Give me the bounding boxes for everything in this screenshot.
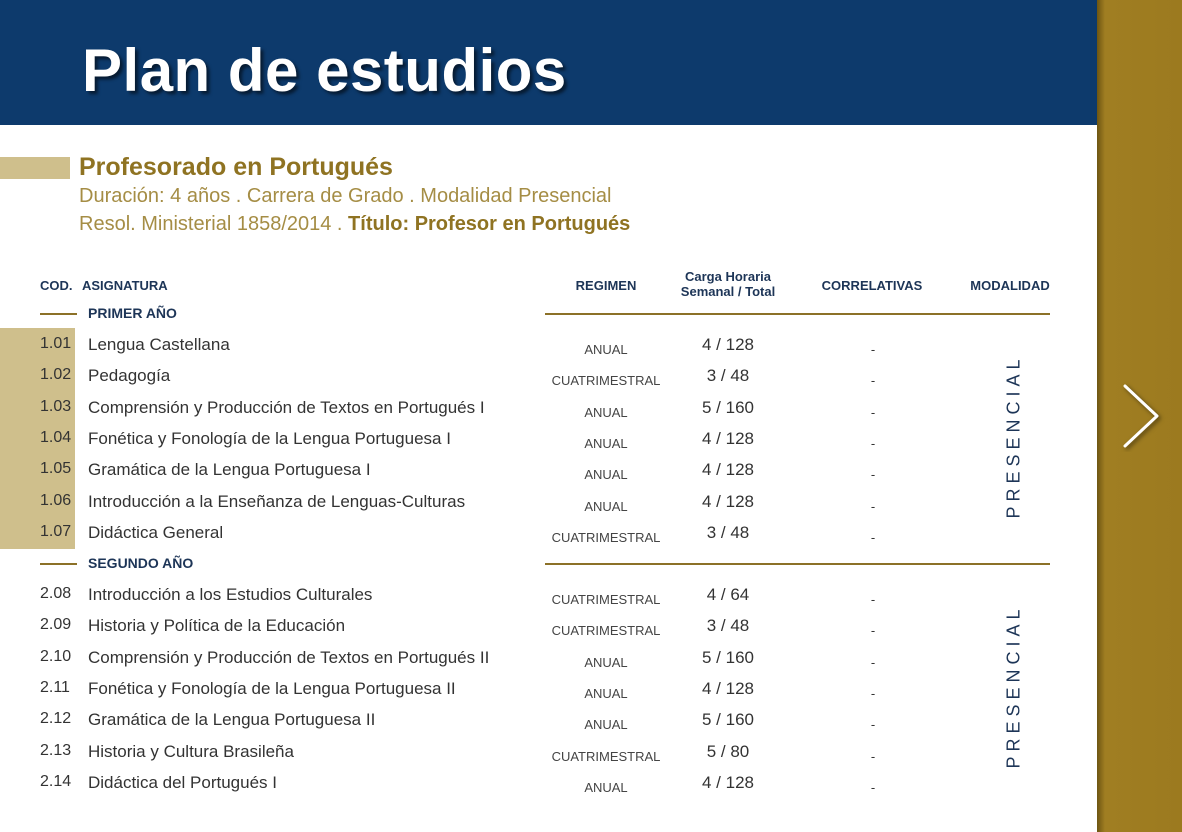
accent-bar bbox=[0, 157, 70, 179]
row-code: 2.13 bbox=[40, 741, 72, 759]
program-resolution-text: Resol. Ministerial 1858/2014 . bbox=[79, 213, 349, 235]
year-label: SEGUNDO AÑO bbox=[88, 555, 194, 571]
modality-label: PRESENCIAL bbox=[1003, 354, 1024, 519]
row-hours: 4 / 128 bbox=[702, 335, 754, 354]
header-regime: REGIMEN bbox=[575, 278, 637, 293]
row-hours: 4 / 128 bbox=[702, 491, 754, 511]
row-hours: 3 / 48 bbox=[706, 522, 750, 542]
row-regime: CUATRIMESTRAL bbox=[551, 529, 661, 545]
chevron-right-icon[interactable] bbox=[1119, 380, 1169, 452]
row-code: 1.03 bbox=[40, 397, 72, 415]
row-correlatives: - bbox=[870, 404, 876, 420]
row-correlatives: - bbox=[870, 717, 876, 733]
header-modality: MODALIDAD bbox=[970, 278, 1050, 293]
row-subject: Didáctica General bbox=[88, 522, 224, 542]
header-hours-line2: Semanal / Total bbox=[680, 284, 776, 299]
row-code: 1.01 bbox=[40, 335, 72, 352]
row-correlatives: - bbox=[870, 498, 876, 514]
row-correlatives: - bbox=[870, 654, 876, 670]
row-hours: 4 / 128 bbox=[702, 678, 754, 698]
row-regime: ANUAL bbox=[584, 498, 628, 514]
row-hours: 5 / 160 bbox=[702, 397, 754, 417]
row-correlatives: - bbox=[870, 623, 876, 639]
row-regime: ANUAL bbox=[584, 404, 628, 420]
row-hours: 3 / 48 bbox=[706, 616, 750, 636]
row-code: 2.08 bbox=[40, 585, 72, 602]
row-regime: CUATRIMESTRAL bbox=[551, 592, 661, 607]
row-code: 1.02 bbox=[40, 366, 72, 384]
row-hours: 5 / 80 bbox=[706, 741, 750, 761]
row-hours: 4 / 128 bbox=[702, 428, 754, 448]
year-dash bbox=[40, 563, 77, 565]
row-correlatives: - bbox=[870, 373, 876, 389]
row-correlatives: - bbox=[870, 779, 876, 795]
row-correlatives: - bbox=[870, 592, 876, 607]
row-subject: Historia y Cultura Brasileña bbox=[88, 741, 294, 761]
header-subject: ASIGNATURA bbox=[82, 278, 168, 293]
program-title: Profesorado en Portugués bbox=[79, 153, 393, 181]
row-subject: Introducción a los Estudios Culturales bbox=[88, 585, 373, 604]
row-subject: Didáctica del Portugués I bbox=[88, 772, 277, 792]
row-subject: Pedagogía bbox=[88, 366, 171, 386]
row-code: 1.05 bbox=[40, 460, 72, 478]
row-code: 1.04 bbox=[40, 428, 72, 446]
row-subject: Gramática de la Lengua Portuguesa II bbox=[88, 710, 376, 730]
row-subject: Comprensión y Producción de Textos en Portugués II bbox=[88, 647, 490, 667]
row-correlatives: - bbox=[870, 467, 876, 483]
row-regime: ANUAL bbox=[584, 467, 628, 483]
row-code: 2.10 bbox=[40, 647, 72, 665]
page-title: Plan de estudios bbox=[82, 37, 567, 104]
row-hours: 3 / 48 bbox=[706, 366, 750, 386]
row-subject: Gramática de la Lengua Portuguesa I bbox=[88, 460, 371, 480]
row-correlatives: - bbox=[870, 748, 876, 764]
row-subject: Fonética y Fonología de la Lengua Portuguesa II bbox=[88, 678, 456, 698]
row-code: 1.06 bbox=[40, 491, 72, 509]
modality-label: PRESENCIAL bbox=[1003, 604, 1024, 769]
row-code: 1.07 bbox=[40, 522, 72, 540]
row-correlatives: - bbox=[870, 342, 876, 357]
row-code: 2.11 bbox=[40, 678, 70, 696]
row-hours: 4 / 128 bbox=[702, 460, 754, 480]
year-label: PRIMER AÑO bbox=[88, 305, 177, 321]
row-regime: ANUAL bbox=[584, 654, 628, 670]
row-regime: CUATRIMESTRAL bbox=[551, 373, 661, 389]
row-code: 2.09 bbox=[40, 616, 72, 634]
row-correlatives: - bbox=[870, 529, 876, 545]
row-subject: Lengua Castellana bbox=[88, 335, 230, 354]
row-regime: CUATRIMESTRAL bbox=[551, 623, 661, 639]
row-code: 2.14 bbox=[40, 772, 72, 790]
row-hours: 5 / 160 bbox=[702, 710, 754, 730]
row-hours: 4 / 64 bbox=[706, 585, 750, 604]
header-code: COD. bbox=[40, 278, 73, 293]
row-regime: ANUAL bbox=[584, 685, 628, 701]
row-regime: ANUAL bbox=[584, 435, 628, 451]
row-regime: ANUAL bbox=[584, 342, 628, 357]
program-resolution bbox=[79, 213, 630, 236]
program-degree-title: Título: Profesor en Portugués bbox=[348, 213, 631, 235]
header-hours bbox=[670, 269, 786, 299]
header-band bbox=[0, 0, 1097, 125]
header-correlatives: CORRELATIVAS bbox=[821, 278, 923, 293]
row-regime: ANUAL bbox=[584, 779, 628, 795]
row-subject: Historia y Política de la Educación bbox=[88, 616, 346, 636]
row-correlatives: - bbox=[870, 435, 876, 451]
header-hours-line1: Carga Horaria bbox=[685, 269, 771, 284]
year-dash bbox=[40, 313, 77, 315]
row-regime: CUATRIMESTRAL bbox=[551, 748, 661, 764]
row-hours: 5 / 160 bbox=[702, 647, 754, 667]
row-correlatives: - bbox=[870, 685, 876, 701]
year-rule bbox=[545, 313, 1050, 315]
row-hours: 4 / 128 bbox=[702, 772, 754, 792]
row-code: 2.12 bbox=[40, 710, 72, 728]
year-rule bbox=[545, 563, 1050, 565]
row-subject: Introducción a la Enseñanza de Lenguas-Culturas bbox=[88, 491, 466, 511]
row-subject: Fonética y Fonología de la Lengua Portuguesa I bbox=[88, 428, 451, 448]
program-details: Duración: 4 años . Carrera de Grado . Modalidad Presencial bbox=[79, 185, 612, 207]
row-regime: ANUAL bbox=[584, 717, 628, 733]
row-subject: Comprensión y Producción de Textos en Portugués I bbox=[88, 397, 485, 417]
